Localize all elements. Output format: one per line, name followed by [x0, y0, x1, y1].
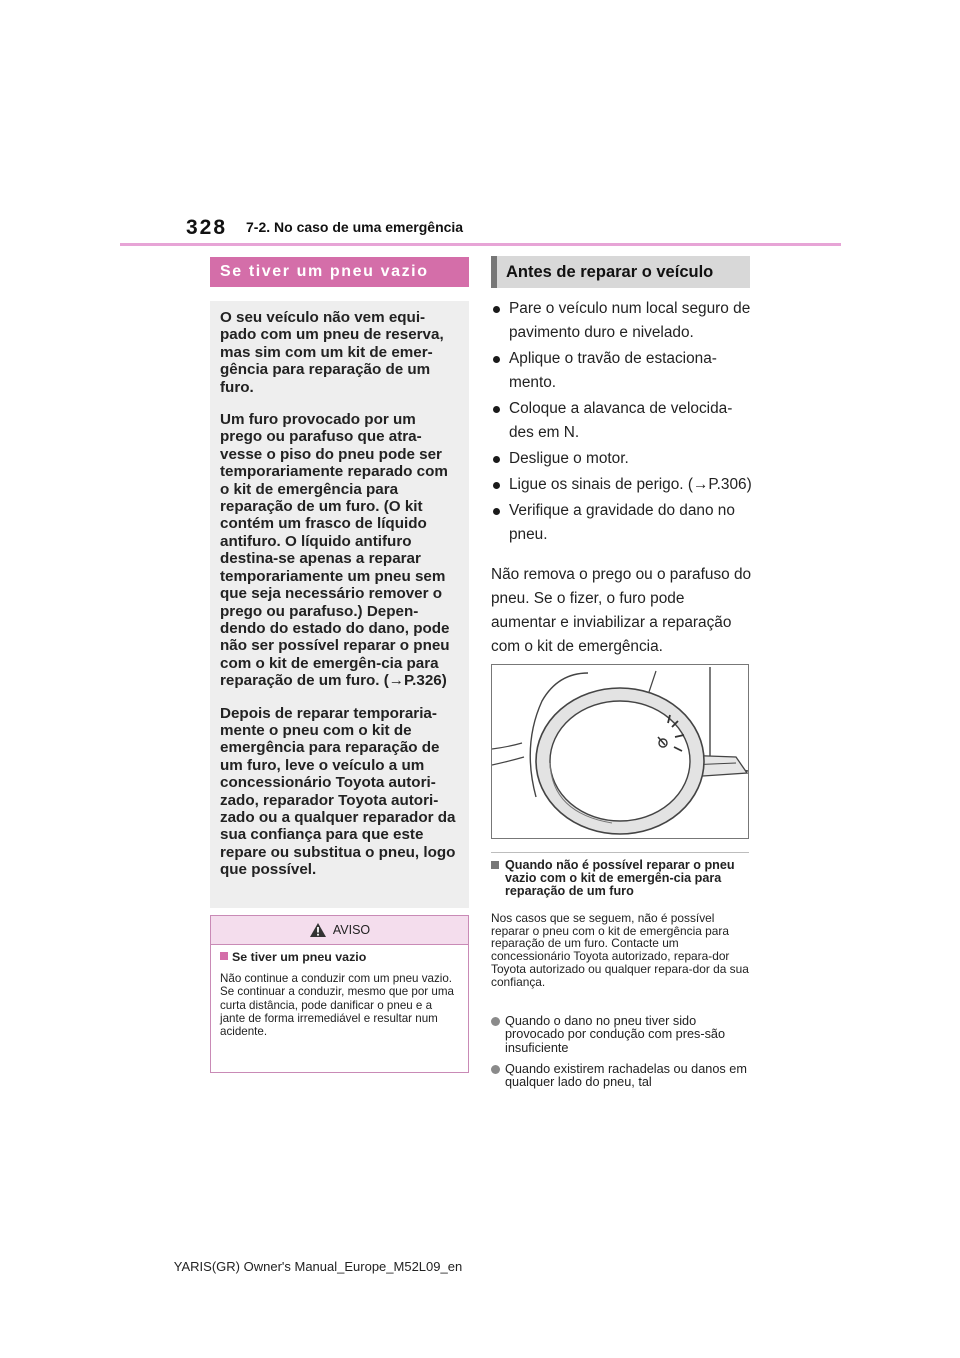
intro-paragraph-2: Um furo provocado por um prego ou parafuso que atra-vesse o piso do pneu pode ser temporariamente reparado com o kit de emergência para reparação de um furo. (O kit contém um frasco de líquido antifuro. O líquido antifuro destina-se apenas a reparar temporariamente um pneu sem que seja necessário remover o prego ou parafuso.) Depen-dendo do estado do dano, pode não ser possível reparar o pneu com o kit de emergên-cia para reparação de um furo. (→P.326) [220, 411, 450, 690]
list-item: Quando existirem rachadelas ou danos em qualquer lado do pneu, tal [491, 1063, 753, 1090]
warning-title: AVISO [332, 923, 371, 937]
right-section-header: Antes de reparar o veículo [491, 256, 750, 288]
note-heading [491, 859, 753, 899]
precaution-list [491, 297, 753, 549]
warning-box [210, 915, 469, 1073]
tire-illustration [491, 664, 749, 839]
warning-title-bar [211, 916, 468, 945]
nail-warning-paragraph: Não remova o prego ou o parafuso do pneu. Se o fizer, o furo pode aumentar e inviabilizar a reparação com o kit de emergência. [491, 566, 752, 655]
list-item: Quando o dano no pneu tiver sido provocado por condução com pres-são insuficiente [491, 1015, 753, 1055]
note-list [491, 1015, 753, 1097]
header-divider [120, 243, 841, 246]
warning-text: Não continue a conduzir com um pneu vazio. Se continuar a conduzir, mesmo que por uma curta distância, pode danificar o pneu e a jante de forma irremediável e resultar num acidente. [220, 972, 454, 1039]
note-square-icon [491, 861, 499, 869]
list-item: Pare o veículo num local seguro de pavimento duro e nivelado. [491, 297, 753, 345]
list-item: Verifique a gravidade do dano no pneu. [491, 499, 753, 547]
footer-text: YARIS(GR) Owner's Manual_Europe_M52L09_en [173, 1259, 463, 1274]
list-item: Aplique o travão de estaciona-mento. [491, 347, 753, 395]
note-heading-text: Quando não é possível reparar o pneu vazio com o kit de emergên-cia para reparação de um furo [505, 858, 735, 899]
list-item: Coloque a alavanca de velocida-des em N. [491, 397, 753, 445]
intro-paragraph-1: O seu veículo não vem equi-pado com um pneu de reserva, mas sim com um kit de emer-gência para reparação de um furo. [220, 309, 444, 396]
intro-paragraph-3: Depois de reparar temporaria-mente o pneu com o kit de emergência para reparação de um furo, leve o veículo a um concessionário Toyota autori-zado, reparador Toyota autori-zado ou a qualquer reparador da sua confiança para que este repare ou substitua o pneu, logo que possível. [220, 704, 456, 879]
list-item: Desligue o motor. [491, 447, 753, 471]
footer [0, 1259, 960, 1274]
note-paragraph: Nos casos que se seguem, não é possível reparar o pneu com o kit de emergência para reparação de um furo. Contacte um concessionário Toyota autorizado, repara-dor Toyota autorizado ou qualquer repara-dor da sua confiança. [491, 911, 749, 989]
warning-subtitle: Se tiver um pneu vazio [232, 950, 367, 964]
figure-divider [491, 852, 749, 853]
intro-box [210, 301, 469, 908]
page-number: 328 [186, 216, 228, 239]
warning-square-icon [220, 952, 228, 960]
left-section-header: Se tiver um pneu vazio [210, 257, 469, 287]
warning-icon [309, 922, 327, 938]
section-title: 7-2. No caso de uma emergência [246, 219, 464, 235]
list-item: Ligue os sinais de perigo. (→P.306) [491, 473, 753, 497]
